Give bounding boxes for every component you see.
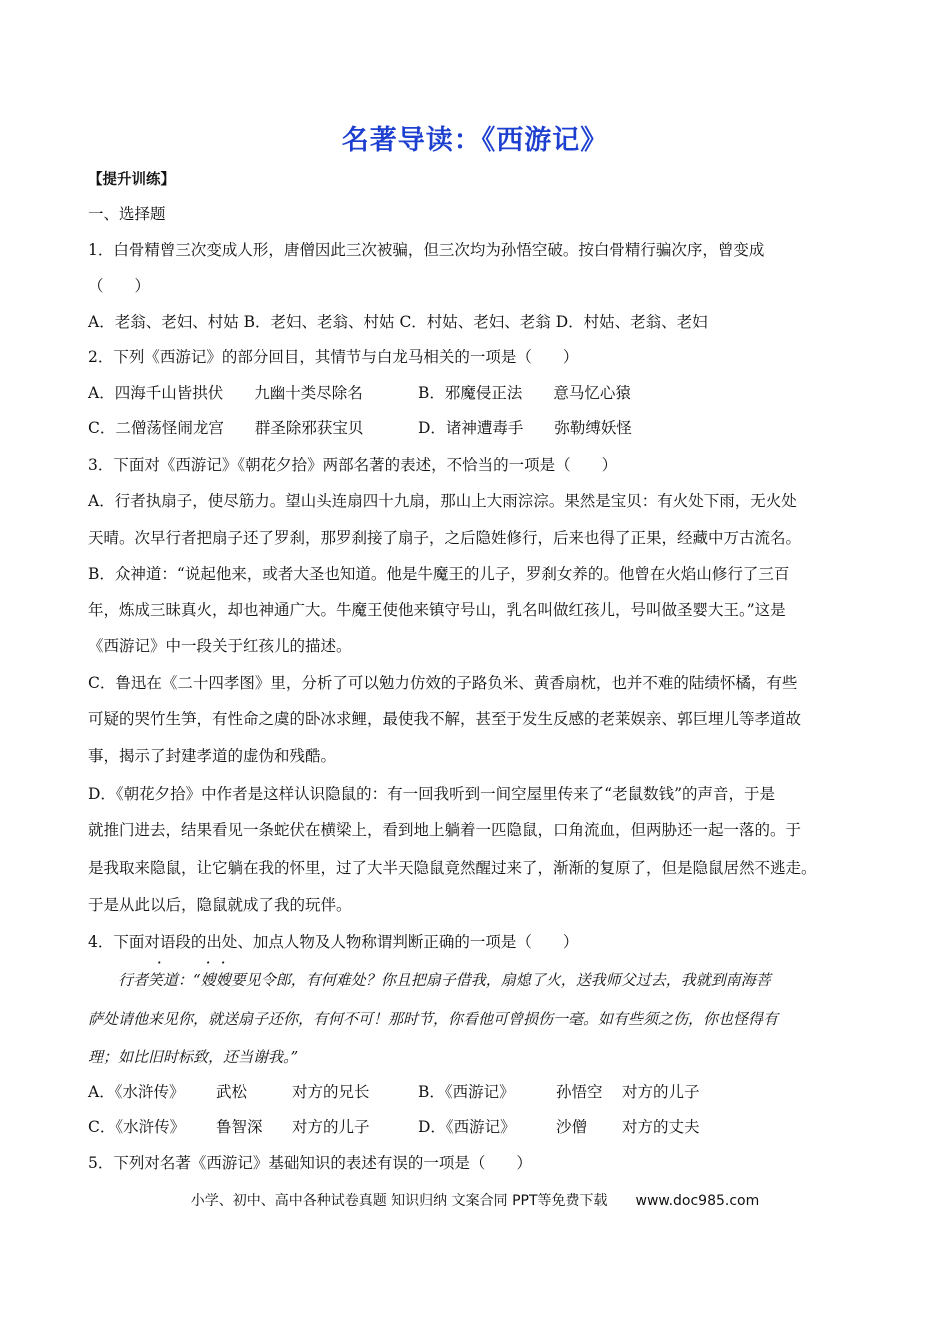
- q4-option-c-title: 对方的儿子: [292, 1118, 370, 1136]
- q3-option-d-line2: 就推门进去，结果看见一条蛇伏在横梁上，看到地上躺着一匹隐鼠，口角流血，但两胁还一起一落的。于: [88, 821, 802, 839]
- dotted-char: 嫂: [200, 971, 216, 989]
- q3-option-d-line3: 是我取来隐鼠，让它躺在我的怀里，过了大半天隐鼠竟然醒过来了，渐渐的复原了，但是隐鼠居然不逃走。: [88, 859, 817, 877]
- q4-options-row2: [88, 1115, 878, 1139]
- q2-stem: 2．下列《西游记》的部分回目，其情节与白龙马相关的一项是（ ）: [88, 348, 579, 366]
- q4-passage-rest: 要见令郎，有何难处？你且把扇子借我，扇熄了火，送我师父过去，我就到南海菩: [230, 971, 771, 989]
- q3-option-a-line2: 天晴。次早行者把扇子还了罗刹，那罗刹接了扇子，之后隐姓修行，后来也得了正果，经藏中万古流名。: [88, 529, 802, 547]
- q3-option-b-line1: B．众神道：“说起他来，或者大圣也知道。他是牛魔王的儿子，罗刹女养的。他曾在火焰山修行了三百: [88, 565, 790, 583]
- q4-option-c-person: 鲁智深: [216, 1118, 263, 1136]
- q3-option-c-line2: 可疑的哭竹生笋，有性命之虞的卧冰求鲤，最使我不解，甚至于发生反感的老莱娱亲、郭巨埋儿等孝道故: [88, 710, 802, 728]
- q3-option-c-line3: 事，揭示了封建孝道的虚伪和残酷。: [88, 747, 337, 765]
- q3-option-a-line1: A．行者执扇子，使尽筋力。望山头连扇四十九扇，那山上大雨淙淙。果然是宝贝：有火处下雨，无火处: [88, 492, 797, 510]
- q4-option-a-person: 武松: [216, 1083, 248, 1101]
- section-heading: 【提升训练】: [88, 172, 175, 188]
- q4-option-d-book: D．《西游记》: [418, 1118, 516, 1136]
- q1-stem: 1．白骨精曾三次变成人形，唐僧因此三次被骗，但三次均为孙悟空破。按白骨精行骗次序，曾变成: [88, 241, 765, 259]
- q2-option-b: B．邪魔侵正法 意马忆心猿: [418, 384, 631, 402]
- q4-stem: 4．下面对语段的出处、加点人物及人物称谓判断正确的一项是（ ）: [88, 933, 579, 951]
- q3-option-b-line3: 《西游记》中一段关于红孩儿的描述。: [88, 637, 352, 655]
- q2-options-row2: [88, 416, 878, 440]
- q3-stem: 3．下面对《西游记》《朝花夕拾》两部名著的表述，不恰当的一项是（ ）: [88, 456, 618, 474]
- q4-option-b-book: B．《西游记》: [418, 1083, 515, 1101]
- q4-passage-line3: 理；如比旧时标致，还当谢我。”: [88, 1048, 299, 1066]
- q4-option-d-title: 对方的丈夫: [622, 1118, 700, 1136]
- page-title: 名著导读：《西游记》: [341, 125, 609, 156]
- q4-option-d-person: 沙僧: [556, 1118, 588, 1136]
- q4-option-a-title: 对方的兄长: [292, 1083, 370, 1101]
- page-footer: 小学、初中、高中各种试卷真题 知识归纳 文案合同 PPT等免费下载 www.doc985.com: [190, 1193, 760, 1209]
- q3-option-b-line2: 年，炼成三昧真火，却也神通广大。牛魔王使他来镇守号山，乳名叫做红孩儿，号叫做圣婴大王。”这是: [88, 601, 786, 619]
- q4-option-c-book: C．《水浒传》: [88, 1118, 186, 1136]
- q1-stem-cont: （ ）: [88, 277, 151, 295]
- q3-option-d-line1: D．《朝花夕拾》中作者是这样认识隐鼠的：有一回我听到一间空屋里传来了“老鼠数钱”的声音，于是: [88, 785, 776, 803]
- q3-option-d-line4: 于是从此以后，隐鼠就成了我的玩伴。: [88, 896, 352, 914]
- q4-options-row1: [88, 1080, 878, 1104]
- part-label: 一、选择题: [88, 205, 166, 223]
- q4-option-b-person: 孙悟空: [556, 1083, 603, 1101]
- dotted-char: 嫂: [215, 971, 231, 989]
- q2-options-row1: [88, 381, 878, 405]
- q4-passage-line2: 萨处请他来见你，就送扇子还你，有何不可！那时节，你看他可曾损伤一毫。如有些须之伤，你也怪得有: [88, 1010, 779, 1028]
- q4-passage-lead: · 行者笑道：“: [118, 971, 201, 989]
- q5-stem: 5．下列对名著《西游记》基础知识的表述有误的一项是（ ）: [88, 1154, 532, 1172]
- q4-passage-line1: [118, 968, 878, 992]
- q4-option-b-title: 对方的儿子: [622, 1083, 700, 1101]
- q2-option-c: C．二僧荡怪闹龙宫 群圣除邪获宝贝: [88, 419, 364, 437]
- q2-option-a: A．四海千山皆拱伏 九幽十类尽除名: [88, 384, 363, 402]
- q4-option-a-book: A．《水浒传》: [88, 1083, 185, 1101]
- q3-option-c-line1: C．鲁迅在《二十四孝图》里，分析了可以勉力仿效的子路负米、黄香扇枕，也并不难的陆绩怀橘，有些: [88, 674, 798, 692]
- q2-option-d: D．诸神遭毒手 弥勒缚妖怪: [418, 419, 632, 437]
- q1-options: A．老翁、老妇、村姑 B．老妇、老翁、村姑 C．村姑、老妇、老翁 D．村姑、老翁、老妇: [88, 313, 708, 331]
